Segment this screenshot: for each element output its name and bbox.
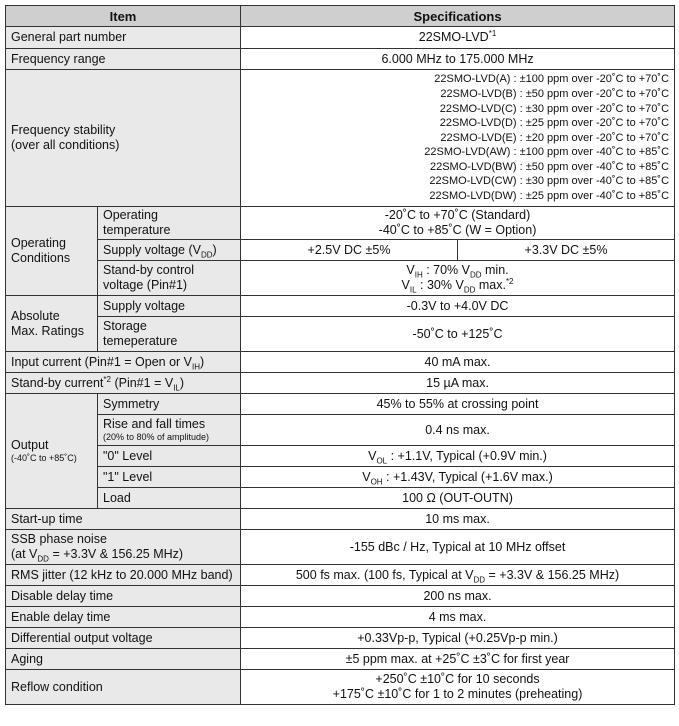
part-number-text: 22SMO-LVD [418, 30, 489, 44]
table-row [6, 49, 675, 70]
symmetry-label: Symmetry [98, 394, 241, 415]
output-label-line2: (-40˚C to +85˚C) [11, 453, 77, 463]
rise-fall-label-line2: (20% to 80% of amplitude) [103, 432, 210, 442]
ssb-label-line2-b: = +3.3V & 156.25 MHz) [48, 547, 184, 561]
diff-output-label: Differential output voltage [6, 628, 241, 649]
vil-text: : 30% V [416, 278, 464, 292]
reflow-value [241, 670, 675, 705]
freq-stability-label [6, 70, 241, 207]
stability-line: 22SMO-LVD(C) : ±30 ppm over -20˚C to +70˚C [439, 102, 670, 115]
vol-prefix: V [368, 448, 377, 463]
rms-value-a: 500 fs max. (100 fs, Typical at V [295, 567, 474, 582]
standby-control-value [241, 261, 675, 296]
aging-value: ±5 ppm max. at +25˚C ±3˚C for first year [241, 649, 675, 670]
vil-prefix: V [401, 278, 410, 292]
subscript: OH [370, 477, 383, 486]
vih-prefix: V [406, 263, 415, 277]
enable-delay-label: Enable delay time [6, 607, 241, 628]
operating-temp-value-line2: -40˚C to +85˚C (W = Option) [378, 223, 537, 237]
table-row [6, 670, 675, 705]
reflow-label: Reflow condition [6, 670, 241, 705]
load-value: 100 Ω (OUT-OUTN) [241, 488, 675, 509]
output-label-line1: Output [11, 438, 49, 452]
operating-label-line1: Operating [11, 236, 66, 250]
header-row [6, 6, 675, 27]
input-current-label-end: ) [200, 354, 205, 369]
stability-line: 22SMO-LVD(A) : ±100 ppm over -20˚C to +70˚C [434, 73, 670, 86]
subscript: DD [200, 250, 213, 259]
table-row [6, 207, 675, 240]
level0-value [241, 446, 675, 467]
operating-temp-label [98, 207, 241, 240]
vih-end: min. [481, 263, 509, 277]
rise-fall-value: 0.4 ns max. [241, 415, 675, 446]
part-number-label: General part number [6, 27, 241, 49]
table-row [6, 565, 675, 586]
storage-temp-label-line2: temeperature [103, 334, 178, 348]
table-row [6, 373, 675, 394]
startup-value: 10 ms max. [241, 509, 675, 530]
table-row [6, 649, 675, 670]
ssb-label [6, 530, 241, 565]
part-number-value [241, 27, 675, 49]
subscript: DD [463, 285, 476, 295]
input-current-value: 40 mA max. [241, 352, 675, 373]
table-row [6, 70, 675, 207]
abs-supply-value: -0.3V to +4.0V DC [241, 296, 675, 317]
supply-voltage-label-end: ) [212, 242, 217, 257]
subscript: DD [469, 270, 482, 280]
rise-fall-label [98, 415, 241, 446]
input-current-label-text: Input current (Pin#1 = Open or V [11, 354, 193, 369]
standby-control-label [98, 261, 241, 296]
operating-temp-label-line1: Operating [103, 208, 158, 222]
table-row [6, 467, 675, 488]
table-row [6, 394, 675, 415]
subscript: DD [473, 575, 486, 584]
subscript: IH [414, 270, 423, 280]
table-row [6, 530, 675, 565]
operating-label [6, 207, 98, 296]
reflow-value-line2: +175˚C ±10˚C for 1 to 2 minutes (preheating) [332, 687, 583, 701]
voh-text: : +1.43V, Typical (+1.6V max.) [382, 469, 553, 484]
specifications-table [5, 5, 675, 705]
enable-delay-value: 4 ms max. [241, 607, 675, 628]
subscript: DD [37, 554, 49, 564]
spec-header: Specifications [241, 6, 675, 27]
level1-label: "1" Level [98, 467, 241, 488]
abs-max-label-line2: Max. Ratings [11, 323, 84, 338]
subscript: IL [409, 285, 417, 295]
input-current-label [6, 352, 241, 373]
rms-jitter-value [241, 565, 675, 586]
standby-current-label-text: Stand-by current [11, 375, 104, 390]
stability-line: 22SMO-LVD(CW) : ±30 ppm over -40˚C to +85˚C [429, 175, 670, 188]
item-header: Item [6, 6, 241, 27]
table-row [6, 352, 675, 373]
table-row [6, 607, 675, 628]
ssb-value: -155 dBc / Hz, Typical at 10 MHz offset [241, 530, 675, 565]
standby-current-label-end: ) [179, 375, 185, 390]
vih-line [246, 263, 669, 278]
subscript: IL [173, 383, 180, 392]
symmetry-value: 45% to 55% at crossing point [241, 394, 675, 415]
aging-label: Aging [6, 649, 241, 670]
table-row [6, 488, 675, 509]
rms-value-b: = +3.3V & 156.25 MHz) [485, 567, 620, 582]
ssb-label-line2-a: (at V [11, 547, 38, 561]
operating-temp-label-line2: temperature [103, 223, 171, 237]
reflow-value-line1: +250˚C ±10˚C for 10 seconds [375, 672, 540, 686]
ssb-label-line2 [11, 547, 235, 562]
stability-line: 22SMO-LVD(E) : ±20 ppm over -20˚C to +70˚C [440, 131, 670, 144]
supply-voltage-label-text: Supply voltage (V [103, 242, 201, 257]
standby-control-label-line2: voltage (Pin#1) [103, 278, 188, 292]
supply-voltage-a: +2.5V DC ±5% [241, 240, 458, 261]
table-row [6, 27, 675, 49]
subscript: OL [376, 456, 388, 465]
subscript: IH [192, 362, 201, 371]
stability-line: 22SMO-LVD(D) : ±25 ppm over -20˚C to +70˚C [439, 117, 670, 130]
supply-voltage-b: +3.3V DC ±5% [458, 240, 675, 261]
part-number-note: *1 [488, 28, 497, 38]
load-label: Load [98, 488, 241, 509]
table-row [6, 261, 675, 296]
footnote-mark: *2 [505, 276, 514, 286]
vil-line [246, 278, 669, 293]
stability-line: 22SMO-LVD(BW) : ±50 ppm over -40˚C to +85˚C [429, 160, 670, 173]
freq-stability-label-line2: (over all conditions) [11, 138, 120, 152]
stability-line: 22SMO-LVD(AW) : ±100 ppm over -40˚C to +85˚C [424, 146, 670, 159]
footnote-mark: *2 [103, 374, 111, 384]
vih-text: : 70% V [422, 263, 470, 277]
level0-label: "0" Level [98, 446, 241, 467]
table-row [6, 296, 675, 317]
table-row [6, 317, 675, 352]
abs-supply-label: Supply voltage [98, 296, 241, 317]
supply-voltage-label [98, 240, 241, 261]
table-row [6, 446, 675, 467]
stability-line: 22SMO-LVD(B) : ±50 ppm over -20˚C to +70˚C [440, 87, 670, 100]
storage-temp-label-line1: Storage [103, 319, 147, 333]
rise-fall-label-line1: Rise and fall times [103, 417, 206, 431]
freq-stability-label-line1: Frequency stability [11, 123, 116, 137]
table-row [6, 628, 675, 649]
standby-current-label-text2: (Pin#1 = V [110, 375, 174, 390]
table-row [6, 509, 675, 530]
storage-temp-value: -50˚C to +125˚C [241, 317, 675, 352]
vol-text: : +1.1V, Typical (+0.9V min.) [387, 448, 547, 463]
operating-temp-value-line1: -20˚C to +70˚C (Standard) [384, 208, 531, 222]
disable-delay-value: 200 ns max. [241, 586, 675, 607]
table-row [6, 586, 675, 607]
freq-stability-value [241, 70, 675, 207]
disable-delay-label: Disable delay time [6, 586, 241, 607]
diff-output-value: +0.33Vp-p, Typical (+0.25Vp-p min.) [241, 628, 675, 649]
abs-max-label [6, 296, 98, 352]
stability-line: 22SMO-LVD(DW) : ±25 ppm over -40˚C to +85˚C [429, 190, 670, 203]
table-row [6, 240, 675, 261]
freq-range-value: 6.000 MHz to 175.000 MHz [241, 49, 675, 70]
storage-temp-label [98, 317, 241, 352]
standby-control-label-line1: Stand-by control [103, 263, 195, 277]
freq-range-label: Frequency range [6, 49, 241, 70]
table-row [6, 415, 675, 446]
ssb-label-line1: SSB phase noise [11, 532, 107, 546]
standby-current-value: 15 µA max. [241, 373, 675, 394]
voh-prefix: V [362, 469, 371, 484]
level1-value [241, 467, 675, 488]
operating-temp-value [241, 207, 675, 240]
startup-label: Start-up time [6, 509, 241, 530]
output-label [6, 394, 98, 509]
rms-jitter-label: RMS jitter (12 kHz to 20.000 MHz band) [6, 565, 241, 586]
operating-label-line2: Conditions [11, 251, 71, 265]
abs-max-label-line1: Absolute [11, 308, 60, 323]
vil-end: max. [475, 278, 506, 292]
standby-current-label [6, 373, 241, 394]
